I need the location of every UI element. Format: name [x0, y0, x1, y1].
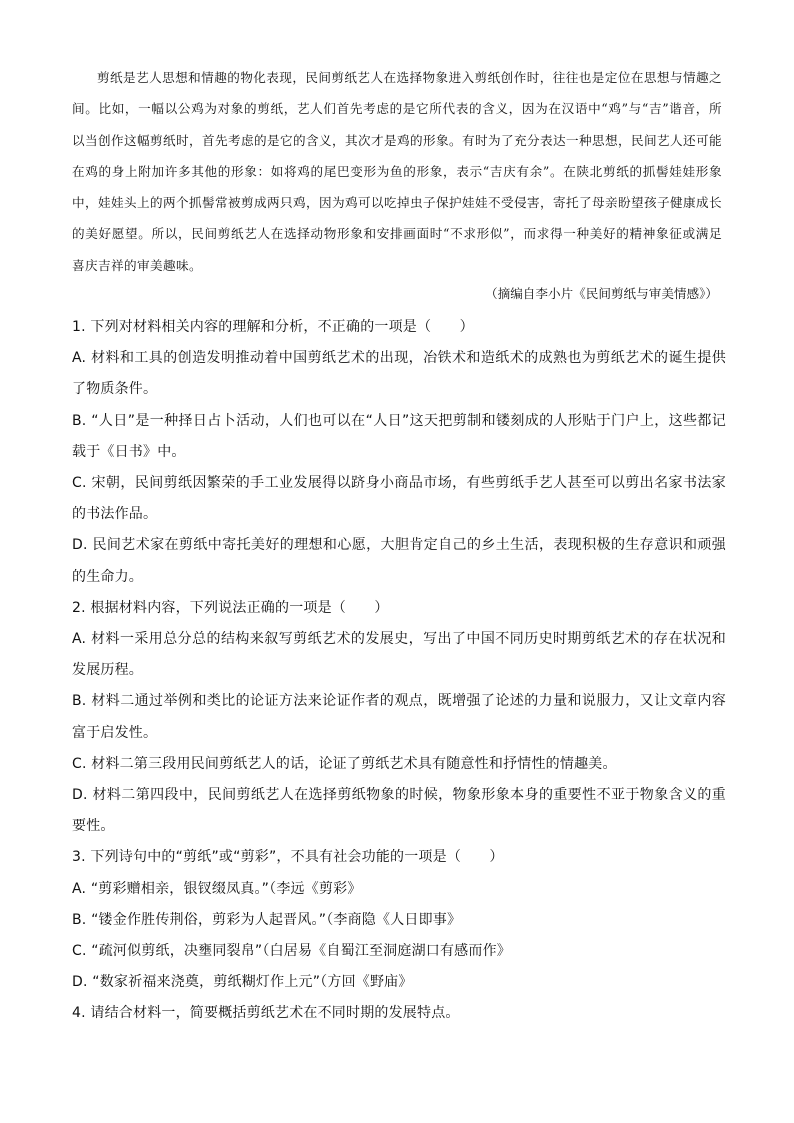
question-4	[72, 998, 726, 1029]
option-d: D. 材料二第四段中，民间剪纸艺人在选择剪纸物象的时候，物象形象本身的重要性不亚于物象含义的重要性。	[72, 787, 726, 835]
question-stem: 1. 下列对材料相关内容的理解和分析，不正确的一项是（ ）	[72, 319, 474, 335]
question-1	[72, 312, 726, 593]
question-2	[72, 593, 726, 843]
option-b: B. “镂金作胜传荆俗，剪彩为人起晋风。”（李商隐《人日即事》	[72, 911, 462, 928]
question-3	[72, 842, 726, 998]
option-b: B. 材料二通过举例和类比的论证方法来论证作者的观点，既增强了论述的力量和说服力，又让文章内容富于启发性。	[72, 693, 726, 741]
option-a: A. 材料和工具的创造发明推动着中国剪纸艺术的出现，冶铁术和造纸术的成熟也为剪纸艺术的诞生提供了物质条件。	[72, 350, 726, 398]
passage-paragraph: 剪纸是艺人思想和情趣的物化表现，民间剪纸艺人在选择物象进入剪纸创作时，往往也是定位在思想与情趣之间。比如，一幅以公鸡为对象的剪纸，艺人们首先考虑的是它所代表的含义，因为在汉语中“鸡”与“吉”谐音，所以当创作这幅剪纸时，首先考虑的是它的含义，其次才是鸡的形象。有时为了充分表达一种思想，民间艺人还可能在鸡的身上附加许多其他的形象：如将鸡的尾巴变形为鱼的形象，表示“吉庆有余”。在陕北剪纸的抓髻娃娃形象中，娃娃头上的两个抓髻常被剪成两只鸡，因为鸡可以吃掉虫子保护娃娃不受侵害，寄托了母亲盼望孩子健康成长的美好愿望。所以，民间剪纸艺人在选择动物形象和安排画面时“不求形似”，而求得一种美好的精神象征或满足喜庆吉祥的审美趣味。	[72, 70, 722, 273]
option-a: A. 材料一采用总分总的结构来叙写剪纸艺术的发展史，写出了中国不同历史时期剪纸艺术的存在状况和发展历程。	[72, 631, 726, 679]
question-stem: 4. 请结合材料一，简要概括剪纸艺术在不同时期的发展特点。	[72, 1005, 460, 1022]
passage-source: （摘编自李小片《民间剪纸与审美情感》）	[485, 286, 718, 301]
question-stem: 2. 根据材料内容，下列说法正确的一项是（ ）	[72, 599, 389, 616]
option-d: D. “数家祈福来浇奠，剪纸糊灯作上元”（方回《野庙》	[72, 974, 413, 991]
question-list	[72, 312, 726, 1030]
question-stem: 3. 下列诗句中的“剪纸”或“剪彩”，不具有社会功能的一项是（ ）	[72, 849, 504, 866]
option-d: D. 民间艺术家在剪纸中寄托美好的理想和心愿，大胆肯定自己的乡土生活，表现积极的生存意识和顽强的生命力。	[72, 537, 726, 585]
option-c: C. 材料二第三段用民间剪纸艺人的话，论证了剪纸艺术具有随意性和抒情性的情趣美。	[72, 755, 617, 772]
option-a: A. “剪彩赠相亲，银钗缀凤真。”（李远《剪彩》	[72, 880, 362, 897]
option-c: C. “疏河似剪纸，决壅同裂帛”（白居易《自蜀江至洞庭湖口有感而作》	[72, 943, 511, 960]
option-b: B. “人日”是一种择日占卜活动，人们也可以在“人日”这天把剪制和镂刻成的人形贴于门户上，这些都记载于《日书》中。	[72, 412, 726, 460]
option-c: C. 宋朝，民间剪纸因繁荣的手工业发展得以跻身小商品市场，有些剪纸手艺人甚至可以剪出名家书法家的书法作品。	[72, 475, 726, 523]
